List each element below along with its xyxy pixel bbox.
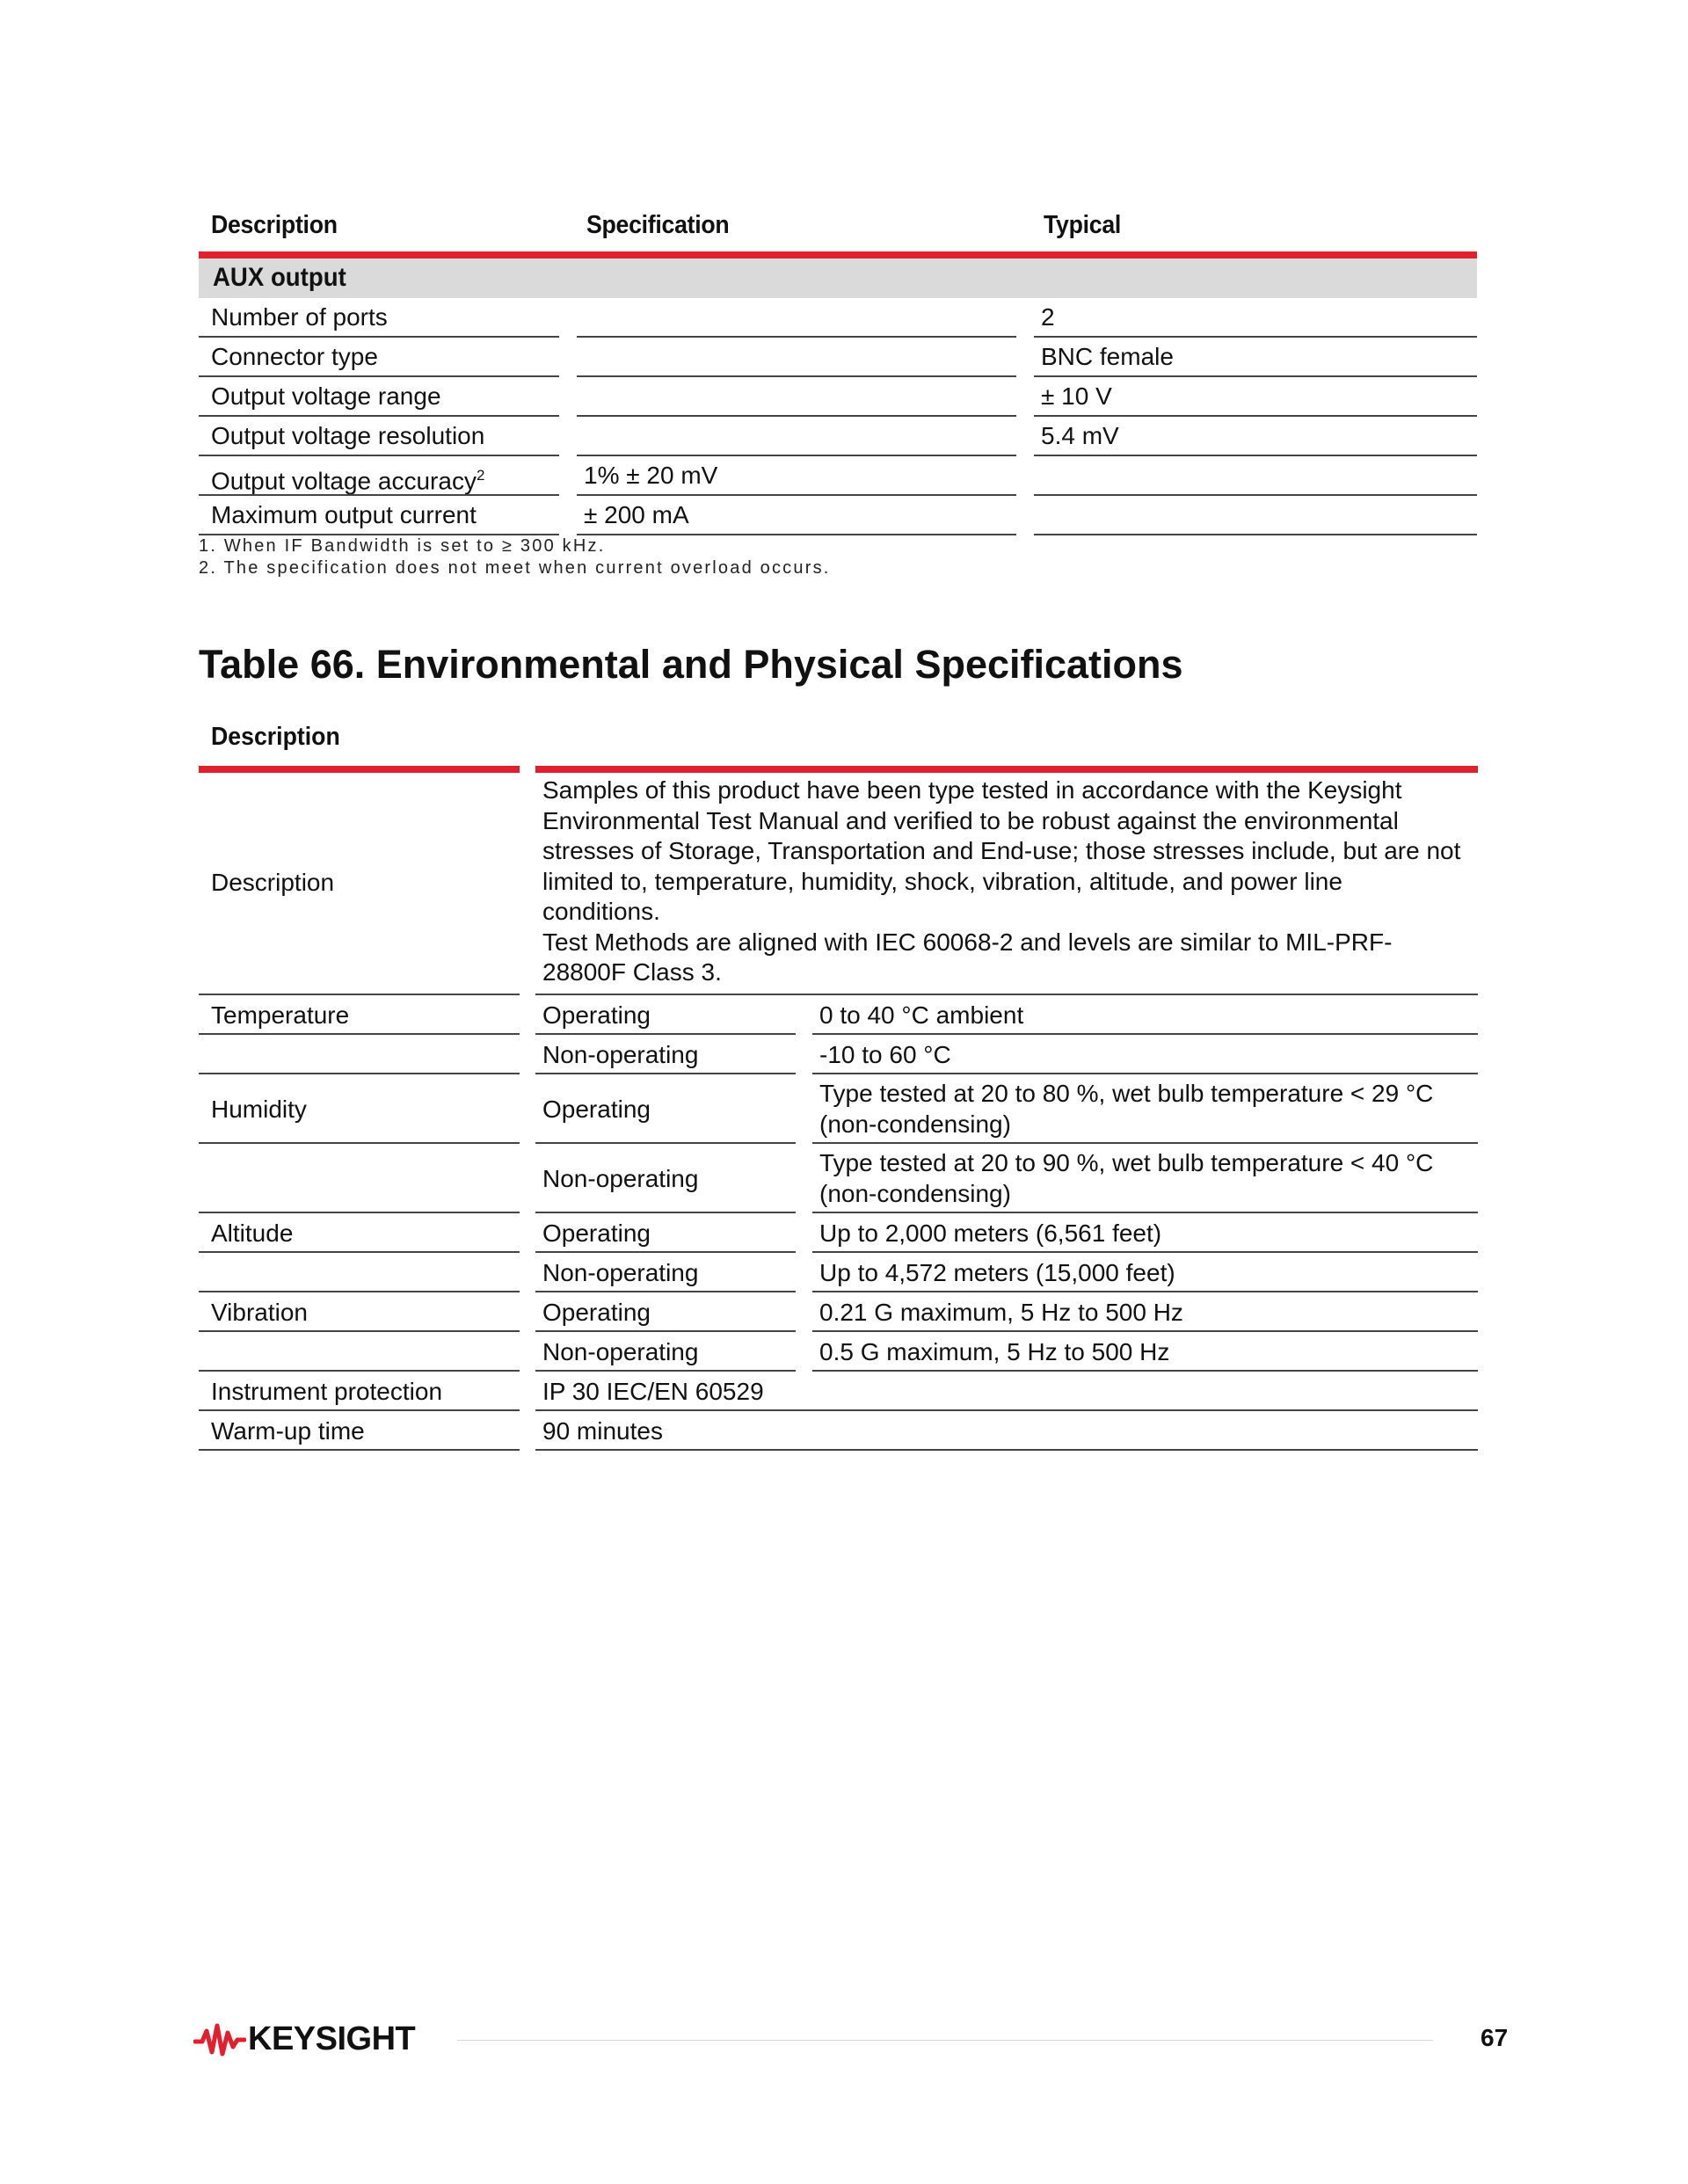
cell-value: Up to 4,572 meters (15,000 feet) <box>819 1258 1175 1286</box>
table-row <box>0 456 1688 496</box>
keysight-wave-icon <box>193 2020 246 2059</box>
row-rule <box>812 1073 1478 1074</box>
cell-description: Maximum output current <box>211 501 477 528</box>
cell-specification: ± 200 mA <box>584 501 689 528</box>
cell-parameter: Altitude <box>211 1219 294 1247</box>
footnote-1: 1. When IF Bandwidth is set to ≥ 300 kHz. <box>199 536 606 556</box>
page-number: 67 <box>1481 2024 1509 2051</box>
table-title: Table 66. Environmental and Physical Specifications <box>199 642 1183 687</box>
cell-value: 0.21 G maximum, 5 Hz to 500 Hz <box>819 1298 1183 1326</box>
footnote-ref: 2 <box>476 467 485 484</box>
column-header-description: Description <box>211 211 338 239</box>
cell-parameter: Humidity <box>211 1095 307 1123</box>
row-rule <box>199 534 559 535</box>
cell-description: Output voltage range <box>211 382 441 410</box>
cell-value: Type tested at 20 to 80 %, wet bulb temperature < 29 °C <box>819 1080 1434 1107</box>
cell-typical: 2 <box>1041 303 1055 331</box>
table-row <box>0 417 1688 456</box>
cell-value-note: (non-condensing) <box>819 1180 1011 1207</box>
row-rule <box>1034 534 1477 535</box>
row-rule <box>812 1370 1478 1372</box>
header-rule-left <box>199 766 520 773</box>
cell-value-note: (non-condensing) <box>819 1110 1011 1138</box>
table-row <box>0 377 1688 417</box>
description-label: Description <box>211 869 335 896</box>
cell-description: Number of ports <box>211 303 388 331</box>
cell-value: Up to 2,000 meters (6,561 feet) <box>819 1219 1162 1247</box>
cell-parameter: Warm-up time <box>211 1416 365 1445</box>
row-rule <box>535 1291 796 1292</box>
cell-condition: Operating <box>542 1095 651 1123</box>
footnote-2: 2. The specification does not meet when current overload occurs. <box>199 558 831 578</box>
row-rule <box>199 1251 520 1253</box>
row-rule <box>577 534 1016 535</box>
row-rule <box>535 1142 796 1144</box>
cell-condition: IP 30 IEC/EN 60529 <box>542 1377 764 1405</box>
row-rule <box>535 1251 796 1253</box>
description-line: limited to, temperature, humidity, shock, vibration, altitude, and power line <box>542 867 1342 895</box>
table-row <box>0 496 1688 535</box>
description-line: 28800F Class 3. <box>542 958 722 986</box>
description-line: Test Methods are aligned with IEC 60068-2 and levels are similar to MIL-PRF- <box>542 928 1393 956</box>
table-row <box>0 338 1688 377</box>
row-rule <box>199 1330 520 1332</box>
cell-value: 0 to 40 °C ambient <box>819 1001 1024 1029</box>
cell-condition: Non-operating <box>542 1040 699 1068</box>
description-line: stresses of Storage, Transportation and End-use; those stresses include, but are not <box>542 837 1461 864</box>
cell-description: Output voltage resolution <box>211 422 485 449</box>
cell-parameter: Instrument protection <box>211 1377 443 1405</box>
footer-divider <box>457 2040 1433 2041</box>
row-rule <box>199 994 520 995</box>
row-rule <box>535 1449 1478 1451</box>
description-line: Environmental Test Manual and verified to be robust against the environmental <box>542 806 1399 834</box>
row-rule <box>812 1033 1478 1035</box>
row-rule <box>199 1212 520 1213</box>
row-rule <box>535 1370 796 1372</box>
cell-description: Connector type <box>211 343 378 370</box>
row-rule <box>535 1409 1478 1411</box>
cell-condition: 90 minutes <box>542 1416 663 1445</box>
row-rule <box>535 994 1478 995</box>
cell-typical: BNC female <box>1041 343 1174 370</box>
row-rule <box>199 1291 520 1292</box>
row-rule <box>535 1033 796 1035</box>
cell-condition: Non-operating <box>542 1337 699 1365</box>
cell-parameter: Vibration <box>211 1298 309 1326</box>
cell-condition: Operating <box>542 1219 651 1247</box>
cell-value: 0.5 G maximum, 5 Hz to 500 Hz <box>819 1337 1170 1365</box>
row-rule <box>812 1212 1478 1213</box>
description-line: conditions. <box>542 898 660 925</box>
cell-typical: 5.4 mV <box>1041 422 1119 449</box>
cell-description: Output voltage accuracy$^2$ <box>211 467 485 495</box>
cell-value: Type tested at 20 to 90 %, wet bulb temperature < 40 °C <box>819 1149 1434 1176</box>
cell-typical: ± 10 V <box>1041 382 1112 410</box>
row-rule <box>812 1251 1478 1253</box>
table-row <box>0 298 1688 338</box>
row-rule <box>199 1033 520 1035</box>
row-rule <box>812 1330 1478 1332</box>
row-rule <box>199 1409 520 1411</box>
cell-specification: 1% ± 20 mV <box>584 462 718 489</box>
cell-condition: Non-operating <box>542 1164 699 1192</box>
row-rule <box>199 1073 520 1074</box>
cell-condition: Operating <box>542 1001 651 1029</box>
section-row-aux-output <box>199 258 1477 298</box>
row-rule <box>199 1449 520 1451</box>
row-rule <box>812 1142 1478 1144</box>
section-label: AUX output <box>213 263 346 292</box>
cell-parameter: Temperature <box>211 1001 350 1029</box>
row-rule <box>535 1212 796 1213</box>
description-text <box>542 775 1474 988</box>
row-rule <box>535 1073 796 1074</box>
brand-name: KEYSIGHT <box>248 2020 416 2057</box>
header-rule <box>199 251 1477 258</box>
column-header-typical: Typical <box>1044 211 1122 239</box>
cell-value: -10 to 60 °C <box>819 1040 951 1068</box>
row-rule <box>199 1142 520 1144</box>
column-header-description: Description <box>211 723 340 751</box>
cell-condition: Operating <box>542 1298 651 1326</box>
row-rule <box>812 1291 1478 1292</box>
row-rule <box>535 1330 796 1332</box>
row-rule <box>199 1370 520 1372</box>
cell-condition: Non-operating <box>542 1258 699 1286</box>
column-header-specification: Specification <box>586 211 730 239</box>
header-rule-right <box>535 766 1478 773</box>
description-line: Samples of this product have been type tested in accordance with the Keysight <box>542 776 1402 804</box>
